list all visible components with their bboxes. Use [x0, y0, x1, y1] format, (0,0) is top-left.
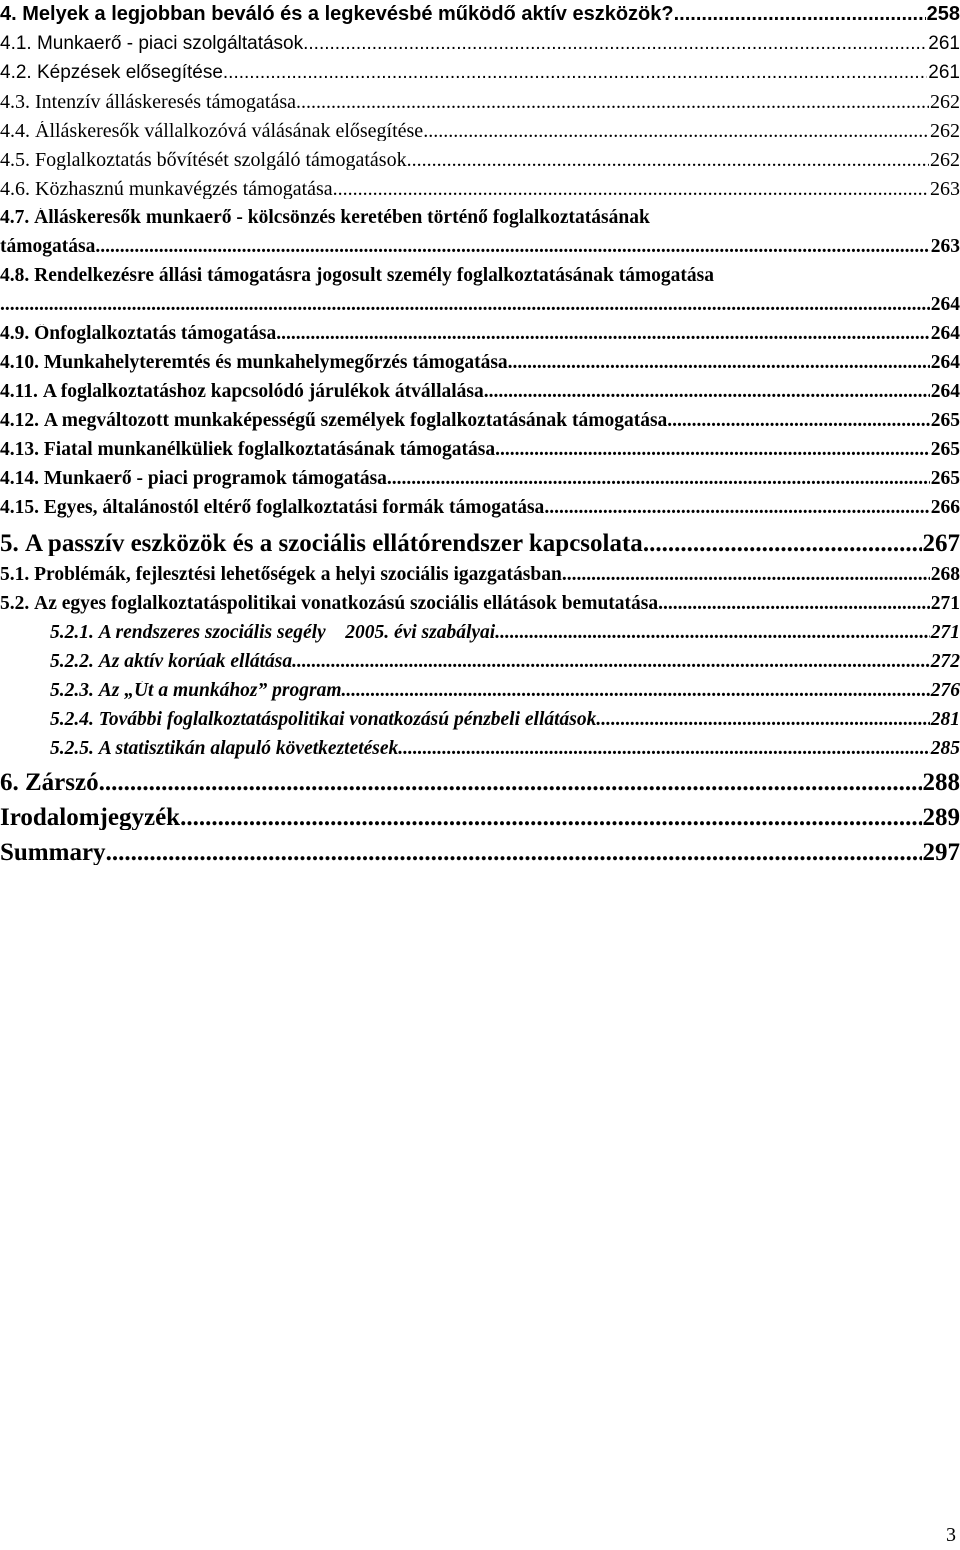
leader-dots: [674, 4, 926, 24]
leader-dots: [562, 565, 930, 585]
toc-entry-title: Melyek a legjobban beváló és a legkevésbé működő aktív eszközök?: [22, 4, 674, 24]
toc-entry-page: 261: [928, 63, 960, 82]
toc-entry-6: [0, 770, 960, 795]
toc-entry-page: 271: [930, 594, 960, 614]
toc-entry-title: A megváltozott munkaképességű személyek foglalkoztatásának támogatása: [43, 411, 668, 431]
toc-entry-4-7-cont: [0, 237, 960, 257]
leader-dots: [292, 652, 930, 672]
toc-entry-page: 261: [928, 34, 960, 53]
leader-dots: [180, 805, 921, 830]
toc-entry-page: 281: [930, 710, 960, 730]
toc-entry-number: 5.: [0, 531, 19, 556]
toc-entry-4-7: [0, 208, 960, 228]
toc-entry-title: Munkaerő - piaci programok támogatása: [43, 469, 387, 489]
toc-entry-number: 4.12.: [0, 411, 39, 431]
toc-entry-page: 272: [930, 652, 960, 672]
toc-entry-5-2-3: [0, 681, 960, 701]
toc-entry-title: Munkahelyteremtés és munkahelymegőrzés támogatása: [43, 353, 508, 373]
toc-entry-page: 267: [922, 531, 960, 556]
toc-entry-page: 268: [930, 565, 960, 585]
toc-entry-title: Az aktív korúak ellátása: [98, 652, 293, 672]
toc-entry-5-2: [0, 594, 960, 614]
toc-entry-title: Irodalomjegyzék: [0, 805, 181, 830]
toc-entry-number: 5.2.5.: [50, 739, 94, 759]
leader-dots: [495, 440, 930, 460]
toc-entry-page: 264: [930, 382, 960, 402]
toc-entry-4: [0, 4, 960, 24]
toc-entry-number: 5.2.: [0, 594, 30, 614]
leader-dots: [223, 63, 927, 82]
page-number: 3: [946, 1524, 956, 1546]
toc-entry-title-continuation: támogatása: [0, 237, 96, 257]
toc-entry-page: 262: [930, 92, 960, 112]
toc-entry-number: 4.8.: [0, 266, 30, 286]
toc-entry-4-9: [0, 324, 960, 344]
leader-dots: [658, 594, 930, 614]
leader-dots: [99, 770, 922, 795]
toc-entry-title: A foglalkoztatáshoz kapcsolódó járulékok átvállalása: [42, 382, 484, 402]
toc-entry-page: 262: [930, 121, 960, 141]
leader-dots: [544, 498, 929, 518]
toc-entry-title: Álláskeresők munkaerő - kölcsönzés keretében történő foglalkoztatásának: [34, 208, 650, 228]
toc-entry-title: Munkaerő - piaci szolgáltatások: [36, 34, 304, 53]
toc-entry-number: 4.1.: [0, 34, 32, 53]
toc-entry-4-2: [0, 63, 960, 82]
toc-entry-number: 4.10.: [0, 353, 39, 373]
toc-entry-number: 5.2.4.: [50, 710, 94, 730]
leader-dots: [296, 92, 929, 112]
toc-entry-title: A statisztikán alapuló következtetések: [98, 739, 399, 759]
toc-entry-number: 5.2.3.: [50, 681, 94, 701]
leader-dots: [276, 324, 930, 344]
toc-entry-title: További foglalkoztatáspolitikai vonatkozású pénzbeli ellátások: [98, 710, 597, 730]
toc-entry-page: 263: [930, 179, 960, 199]
toc-entry-4-6: [0, 179, 960, 199]
toc-entry-number: 6.: [0, 770, 19, 795]
toc-entry-title: Közhasznú munkavégzés támogatása: [35, 179, 333, 199]
toc-entry-page: 276: [930, 681, 960, 701]
toc-entry-page: 265: [930, 411, 960, 431]
leader-dots: [596, 710, 929, 730]
toc-entry-4-1: [0, 34, 960, 53]
toc-entry-title: Álláskeresők vállalkozóvá válásának elősegítése: [35, 121, 424, 141]
toc-entry-number: 4.4.: [0, 121, 30, 141]
toc-entry-title: Rendelkezésre állási támogatásra jogosult személy foglalkoztatásának támogatása: [34, 266, 715, 286]
toc-entry-5-2-4: [0, 710, 960, 730]
toc-entry-4-14: [0, 469, 960, 489]
leader-dots: [333, 179, 929, 199]
toc-entry-number: 4.15.: [0, 498, 39, 518]
leader-dots: [643, 531, 922, 556]
toc-entry-page: 258: [926, 4, 960, 24]
toc-entry-title: Egyes, általánostól eltérő foglalkoztatási formák támogatása: [43, 498, 545, 518]
toc-entry-title: Intenzív álláskeresés támogatása: [35, 92, 296, 112]
toc-entry-page: 264: [930, 295, 960, 315]
toc-entry-5-1: [0, 565, 960, 585]
toc-entry-4-4: [0, 121, 960, 141]
leader-dots: [95, 237, 929, 257]
toc-entry-title: Foglalkoztatás bővítését szolgáló támogatások: [35, 150, 407, 170]
toc-entry-title: A rendszeres szociális segély 2005. évi szabályai: [98, 623, 496, 643]
toc-entry-number: 4.7.: [0, 208, 30, 228]
toc-entry-title: Képzések elősegítése: [36, 63, 223, 82]
leader-dots: [398, 739, 929, 759]
leader-dots: [508, 353, 930, 373]
toc-entry-title: Fiatal munkanélküliek foglalkoztatásának támogatása: [43, 440, 496, 460]
toc-entry-number: 4.13.: [0, 440, 39, 460]
toc-entry-bibliography: [0, 805, 960, 830]
toc-entry-page: 285: [930, 739, 960, 759]
leader-dots: [407, 150, 929, 170]
toc-entry-page: 263: [930, 237, 960, 257]
leader-dots: [423, 121, 929, 141]
leader-dots: [0, 295, 930, 315]
toc-entry-number: 4.5.: [0, 150, 30, 170]
toc-entry-number: 4.2.: [0, 63, 32, 82]
toc-entry-title: Zárszó: [25, 770, 99, 795]
toc-entry-page: 264: [930, 324, 960, 344]
toc-entry-4-13: [0, 440, 960, 460]
leader-dots: [387, 469, 930, 489]
toc-entry-4-8-cont: [0, 295, 960, 315]
toc-entry-5-2-2: [0, 652, 960, 672]
toc-entry-4-3: [0, 92, 960, 112]
toc-entry-page: 265: [930, 469, 960, 489]
toc-entry-4-15: [0, 498, 960, 518]
toc-entry-4-12: [0, 411, 960, 431]
toc-entry-number: 4.11.: [0, 382, 38, 402]
toc-entry-number: 4.9.: [0, 324, 30, 344]
toc-entry-page: 271: [930, 623, 960, 643]
toc-entry-4-5: [0, 150, 960, 170]
toc-entry-number: 5.1.: [0, 565, 30, 585]
toc-entry-number: 4.14.: [0, 469, 39, 489]
toc-entry-title: Problémák, fejlesztési lehetőségek a helyi szociális igazgatásban: [34, 565, 562, 585]
leader-dots: [495, 623, 930, 643]
toc-entry-page: 297: [922, 840, 960, 865]
toc-entry-title: Az egyes foglalkoztatáspolitikai vonatkozású szociális ellátások bemutatása: [34, 594, 659, 614]
toc-entry-title: Az „Út a munkához” program: [98, 681, 342, 701]
toc-entry-page: 288: [922, 770, 960, 795]
toc-entry-page: 264: [930, 353, 960, 373]
toc-entry-title: A passzív eszközök és a szociális ellátórendszer kapcsolata: [25, 531, 643, 556]
toc-entry-number: 5.2.2.: [50, 652, 94, 672]
toc-entry-page: 289: [922, 805, 960, 830]
toc-entry-number: 4.6.: [0, 179, 30, 199]
toc-entry-title: Önfoglalkoztatás támogatása: [34, 324, 277, 344]
toc-entry-summary: [0, 840, 960, 865]
toc-entry-title: Summary: [0, 840, 106, 865]
leader-dots: [667, 411, 929, 431]
toc-entry-number: 4.: [0, 4, 17, 24]
leader-dots: [484, 382, 930, 402]
toc-entry-page: 265: [930, 440, 960, 460]
toc-entry-5-2-5: [0, 739, 960, 759]
toc-entry-number: 4.3.: [0, 92, 30, 112]
toc-entry-5: [0, 531, 960, 556]
leader-dots: [106, 840, 922, 865]
toc-entry-4-10: [0, 353, 960, 373]
toc-entry-number: 5.2.1.: [50, 623, 94, 643]
leader-dots: [341, 681, 929, 701]
toc-entry-page: 266: [930, 498, 960, 518]
leader-dots: [303, 34, 927, 53]
toc-entry-4-8: [0, 266, 960, 286]
toc-entry-5-2-1: [0, 623, 960, 643]
toc-entry-4-11: [0, 382, 960, 402]
toc-entry-page: 262: [930, 150, 960, 170]
